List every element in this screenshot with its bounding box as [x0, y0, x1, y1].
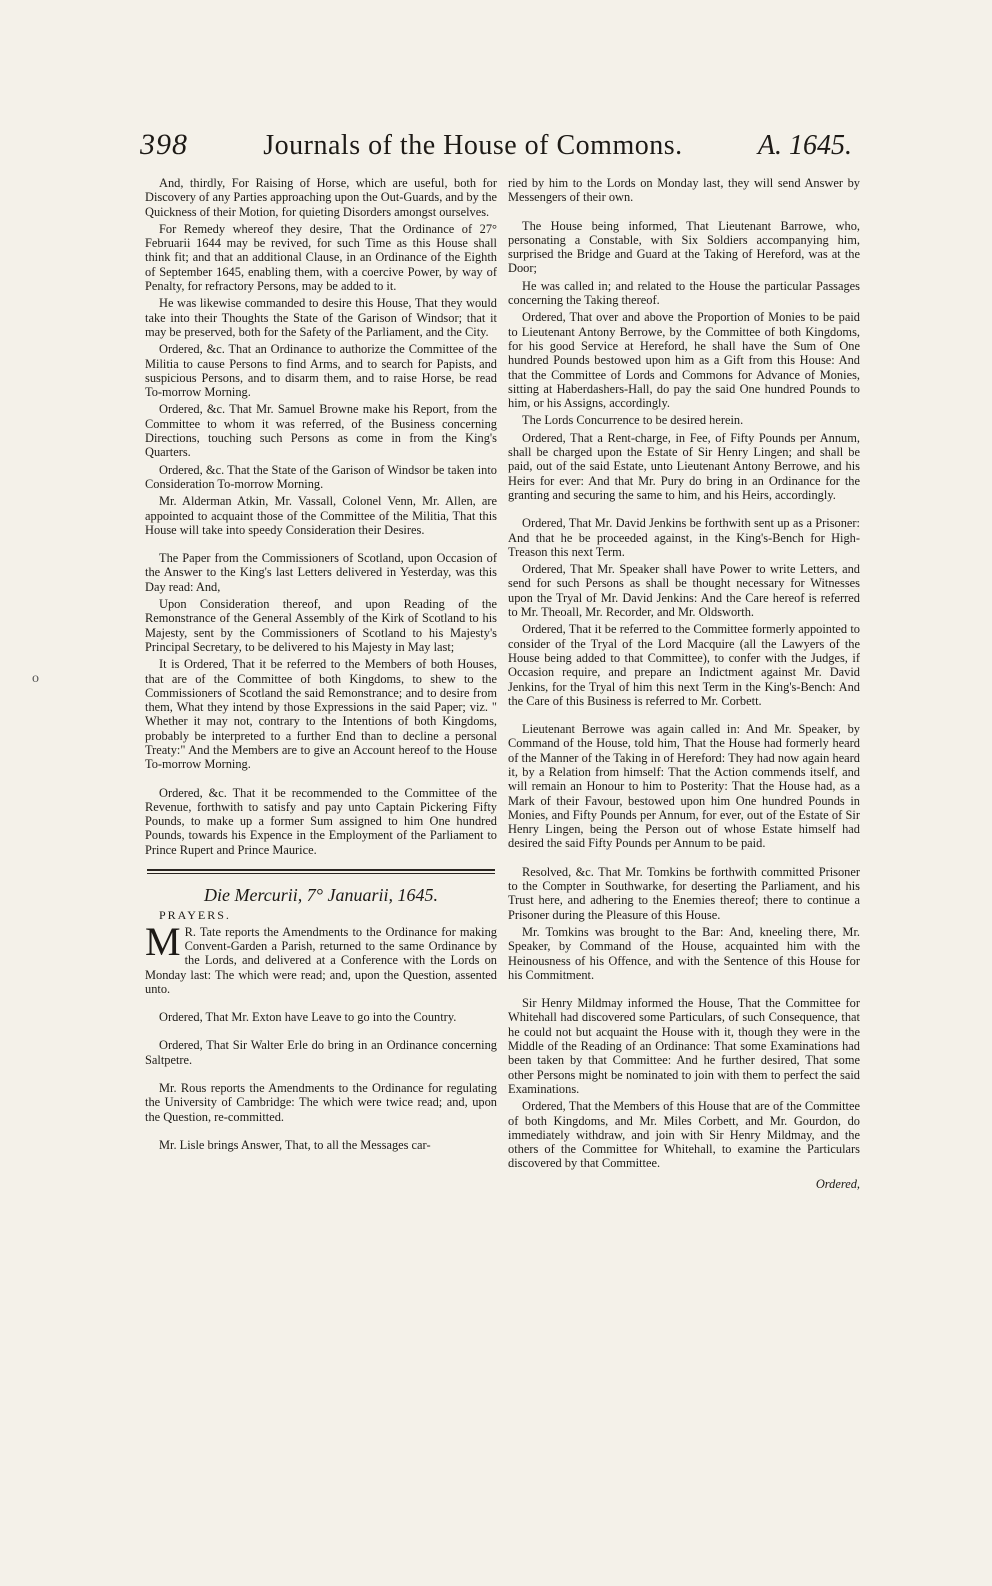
left-paragraphs: [145, 176, 497, 857]
left-column: [145, 176, 497, 1155]
paragraph: For Remedy whereof they desire, That the Ordinance of 27° Februarii 1644 may be revived, for such Time as this House shall think fit; and that an additional Clause, in an Ordinance of the Eighth of September 1645, enabling them, with a coercive Power, by way of Penalty, for refractory Persons, may be added to it.: [145, 221, 497, 294]
paragraph: Ordered, That Mr. Speaker shall have Power to write Letters, and send for such Persons as shall be thought necessary for Witnesses upon the Tryal of Mr. David Jenkins: And the Care hereof is referred to Mr. Theoall, Mr. Recorder, and Mr. Oldsworth.: [508, 562, 860, 620]
paragraph: Mr. Rous reports the Amendments to the Ordinance for regulating the University of Cambridge: The which were twice read; and, upon the Question, re-committed.: [145, 1081, 497, 1124]
paragraph: Upon Consideration thereof, and upon Reading of the Remonstrance of the General Assembly of the Kirk of Scotland to his Majesty, sent by the Commissioners of Scotland to his Majesty's Principal Secretary, to be delivered to his Majesty in May last;: [145, 597, 497, 654]
paragraph: Ordered, That Sir Walter Erle do bring in an Ordinance concerning Saltpetre.: [145, 1038, 497, 1067]
paragraph: Mr. Alderman Atkin, Mr. Vassall, Colonel Venn, Mr. Allen, are appointed to acquaint those of the Committee of the Militia, That this House will take into speedy Consideration their Desires.: [145, 494, 497, 537]
paragraph-gap: [145, 999, 497, 1010]
paragraph: R. Tate reports the Amendments to the Ordinance for making Convent-Garden a Parish, returned to the same Ordinance by the Lords, and delivered at a Conference with the Lords on Monday last: The which were read; and, upon the Question, assented unto.: [145, 924, 497, 996]
running-title: Journals of the House of Commons.: [263, 130, 683, 161]
paragraph-gap: [145, 540, 497, 551]
paragraph: It is Ordered, That it be referred to the Members of both Houses, that are of the Committee of both Kingdoms, to shew to the Commissioners of Scotland the said Remonstrance; and to desire from them, What they intend by those Expressions in the said Paper; viz. " Whether it may not, contrary to the Intentions of both Kingdoms, probably be interpreted to a further End than to decline a personal Treaty:" And the Members are to give an Account hereof to the House To-morrow Morning.: [145, 657, 497, 772]
page-header: [140, 128, 852, 172]
paragraph: ried by him to the Lords on Monday last, they will send Answer by Messengers of their own.: [508, 176, 860, 205]
paragraph: Ordered, &c. That an Ordinance to authorize the Committee of the Militia to cause Persons to find Arms, and to search for Papists, and suspicious Persons, and to disarm them, and to raise Horse, be read To-morrow Morning.: [145, 342, 497, 400]
paragraph-gap: [508, 505, 860, 516]
paragraph: The House being informed, That Lieutenant Barrowe, who, personating a Constable, with Six Soldiers accompanying him, surprised the Bridge and Guard at the Taking of Hereford, was at the Door;: [508, 218, 860, 276]
paragraph: Mr. Tomkins was brought to the Bar: And, kneeling there, Mr. Speaker, by Command of the House, acquainted him with the Heinousness of his Offence, and with the Sentence of this House for his Commitment.: [508, 924, 860, 982]
paragraph: The Lords Concurrence to be desired herein.: [522, 413, 744, 428]
paragraph: Ordered, That a Rent-charge, in Fee, of Fifty Pounds per Annum, shall be charged upon the Estate of Sir Henry Lingen; and shall be paid, out of the said Estate, unto Lieutenant Antony Berrowe, and his Heirs for ever: And that Mr. Pury do bring in an Ordinance for the granting and securing the same to him, and his Heirs, accordingly.: [508, 430, 860, 502]
day-heading: Die Mercurii, 7° Januarii, 1645.: [204, 885, 438, 906]
paragraph: He was called in; and related to the House the particular Passages concerning the Taking thereof.: [508, 278, 860, 308]
paragraph: Ordered, &c. That the State of the Garison of Windsor be taken into Consideration To-morrow Morning.: [145, 462, 497, 491]
drop-cap: M: [145, 918, 181, 964]
paragraph: The Paper from the Commissioners of Scotland, upon Occasion of the Answer to the King's last Letters delivered in Yesterday, was this Day read: And,: [145, 551, 497, 594]
page-number: 398: [140, 128, 188, 161]
paragraph-gap: [508, 854, 860, 865]
paragraph: Ordered, &c. That it be recommended to the Committee of the Revenue, forthwith to satisfy and pay unto Captain Pickering Fifty Pounds, to make up a former Sum assigned to him One hundred Pounds, towards his Expence in the Employment of the Parliament to Prince Rupert and Prince Maurice.: [145, 785, 497, 857]
section-divider: [147, 869, 495, 874]
paragraph: Sir Henry Mildmay informed the House, That the Committee for Whitehall had discovered some Particulars, of such Consequence, that he could not but acquaint the House with it, though they were in the Middle of the Reading of an Ordinance: That some Examinations had been taken by that Committee: And he further desired, That some other Persons might be nominated to join with them to perfect the said Examinations.: [508, 996, 860, 1096]
paragraph-gap: [145, 1027, 497, 1038]
right-paragraphs: [508, 176, 860, 1171]
paragraph: Ordered, That over and above the Proportion of Monies to be paid to Lieutenant Antony Berrowe, by the Committee of both Kingdoms, for his good Service at Hereford, he shall have the Sum of One hundred Pounds bestowed upon him as a Gift from this House: And that the Committee of Lords and Commons for Advance of Monies, sitting at Haberdashers-Hall, do pay the said One hundred Pounds to him, or his Assigns, accordingly.: [508, 310, 860, 411]
paragraph: Ordered, That Mr. David Jenkins be forthwith sent up as a Prisoner: And that he be proceeded against, in the King's-Bench for High-Treason this next Term.: [508, 516, 860, 559]
margin-mark: o: [32, 671, 39, 686]
paragraph: He was likewise commanded to desire this House, That they would take into their Thoughts the State of the Garison of Windsor; that it may be preserved, both for the Safety of the Parliament, and the City.: [145, 296, 497, 339]
paragraph-gap: [145, 1127, 497, 1138]
right-column: [508, 176, 860, 1191]
paragraph: Resolved, &c. That Mr. Tomkins be forthwith committed Prisoner to the Compter in Southwarke, for deserting the Parliament, and his Trust here, and adhering to the Enemies thereof; there to continue a Prisoner during the Pleasure of this House.: [508, 864, 860, 922]
paragraph-gap: [508, 985, 860, 996]
left-after-paragraphs: [145, 918, 497, 1153]
paragraph: Ordered, That Mr. Exton have Leave to go into the Country.: [159, 1010, 457, 1025]
paragraph: Ordered, That it be referred to the Committee formerly appointed to consider of the Tryal of the Lord Macquire (all the Lawyers of the House being added to that Committee), to confer with the Judges, if Occasion require, and prepare an Indictment against Mr. David Jenkins, for the Tryal of him this next Term in the King's-Bench: And the Care of this Business is referred to Mr. Corbett.: [508, 622, 860, 708]
paragraph: And, thirdly, For Raising of Horse, which are useful, both for Discovery of any Parties approaching upon the Out-Guards, and by the Quickness of their Motion, for quieting Disorders amongst ourselves.: [145, 176, 498, 219]
paragraph: Ordered, That the Members of this House that are of the Committee of both Kingdoms, and Mr. Miles Corbett, and Mr. Gourdon, do immediately withdraw, and join with Sir Henry Mildmay, and the others of the Committee for Whitehall, to examine the Particulars discovered by that Committee.: [508, 1099, 860, 1171]
paragraph-gap: [145, 1070, 497, 1081]
paragraph: Lieutenant Berrowe was again called in: And Mr. Speaker, by Command of the House, told him, That the House had formerly heard of the Manner of the Taking in of Hereford: They had now again heard it, by a Relation from himself: That the Action commends itself, and will remain an Honour to him to Posterity: That the House had, as a Mark of their Favour, bestowed upon him One hundred Pounds in Monies, and Fifty Pounds per Annum, for ever, out of the Estate of Sir Henry Lingen, being the Person out of whose Estate himself had desired the said Fifty Pounds per Annum to be paid.: [508, 722, 860, 851]
paragraph: Mr. Lisle brings Answer, That, to all the Messages car-: [159, 1137, 431, 1152]
paragraph-gap: [145, 775, 497, 786]
prayers-label: PRAYERS.: [159, 908, 231, 923]
paragraph: Ordered, &c. That Mr. Samuel Browne make his Report, from the Committee to whom it was referred, of the Business concerning Directions, touching such Persons as come in from the King's Quarters.: [145, 402, 497, 460]
header-year: A. 1645.: [757, 130, 852, 161]
paragraph-gap: [508, 208, 860, 219]
catchword: Ordered,: [815, 1176, 860, 1191]
paragraph-gap: [508, 711, 860, 722]
